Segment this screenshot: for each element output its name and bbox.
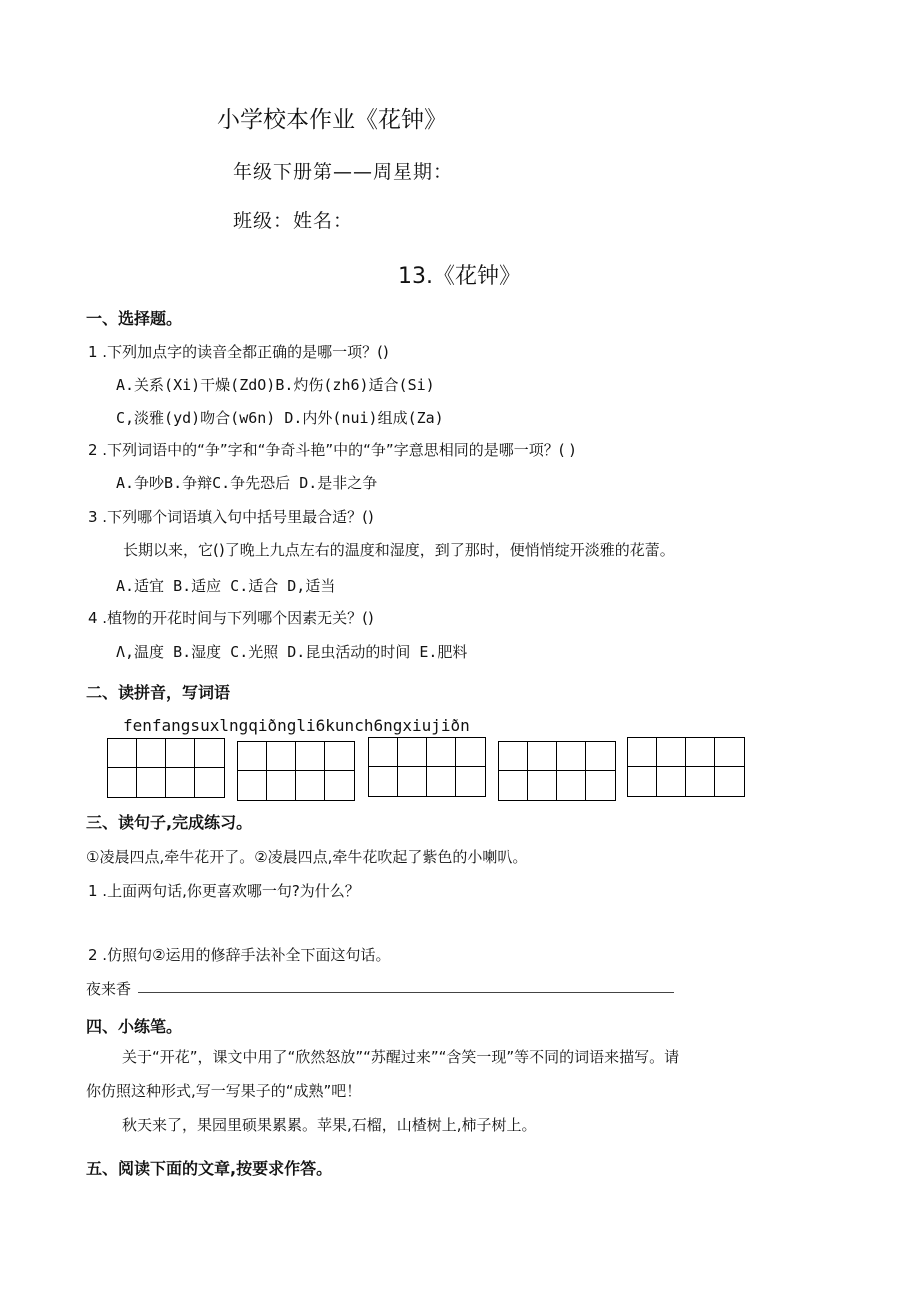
- writing-grid-5[interactable]: [627, 737, 745, 797]
- writing-grid-3[interactable]: [368, 737, 486, 797]
- writing-example-line: 秋天来了，果园里硕果累累。苹果,石榴，山楂树上,柿子树上。: [122, 1116, 537, 1134]
- part3-question-2: 2 .仿照句②运用的修辞手法补全下面这句话。: [88, 946, 391, 964]
- reading-sentences: ①凌晨四点,牵牛花开了。②凌晨四点,牵牛花吹起了紫色的小喇叭。: [86, 848, 528, 866]
- question-3-stem: 3 .下列哪个词语填入句中括号里最合适？(): [88, 508, 374, 526]
- section-3-heading: 三、读句子,完成练习。: [86, 813, 253, 832]
- fill-label: 夜来香: [86, 980, 132, 998]
- worksheet-title: 小学校本作业《花钟》: [217, 107, 447, 133]
- writing-grid-4[interactable]: [498, 741, 616, 801]
- lesson-title: 13.《花钟》: [398, 264, 521, 289]
- section-5-heading: 五、阅读下面的文章,按要求作答。: [86, 1159, 333, 1178]
- question-3-sentence: 长期以来，它()了晚上九点左右的温度和湿度，到了那时，便悄悄绽开淡雅的花蕾。: [123, 541, 675, 559]
- section-2-heading: 二、读拼音，写词语: [86, 683, 231, 702]
- question-2-options: A.争吵B.争辩C.争先恐后 D.是非之争: [116, 474, 378, 492]
- question-1-stem: 1 .下列加点字的读音全都正确的是哪一项？(): [88, 343, 389, 361]
- answer-blank-line[interactable]: [138, 992, 674, 993]
- question-1-options-c-d: C,淡雅(yd)吻合(w6n) D.内外(nui)组成(Za): [116, 409, 444, 427]
- writing-prompt-line-2: 你仿照这种形式,写一写果子的“成熟”吧！: [86, 1082, 362, 1100]
- grade-week-line: 年级下册第——周星期：: [233, 161, 454, 183]
- section-1-heading: 一、选择题。: [86, 309, 183, 328]
- question-4-stem: 4 .植物的开花时间与下列哪个因素无关？(): [88, 609, 374, 627]
- question-3-options: A.适宜 B.适应 C.适合 D,适当: [116, 577, 336, 595]
- question-1-options-a-b: A.关系(Xi)干燥(ZdO)B.灼伤(zh6)适合(Si): [116, 376, 435, 394]
- question-4-options: Λ,温度 B.湿度 C.光照 D.昆虫活动的时间 E.肥料: [116, 643, 468, 661]
- pinyin-line: fenfangsuxlngqiðngli6kunch6ngxiujiðn: [123, 716, 470, 735]
- section-4-heading: 四、小练笔。: [86, 1017, 183, 1036]
- writing-prompt-line-1: 关于“开花”，课文中用了“欣然怒放”“苏醒过来”“含笑一现”等不同的词语来描写。请: [122, 1048, 680, 1066]
- class-name-line: 班级：姓名：: [233, 210, 354, 232]
- writing-grid-2[interactable]: [237, 741, 355, 801]
- writing-grid-1[interactable]: [107, 738, 225, 798]
- part3-question-1: 1 .上面两句话,你更喜欢哪一句?为什么？: [88, 882, 360, 900]
- question-2-stem: 2 .下列词语中的“争”字和“争奇斗艳”中的“争”字意思相同的是哪一项？( ): [88, 441, 576, 459]
